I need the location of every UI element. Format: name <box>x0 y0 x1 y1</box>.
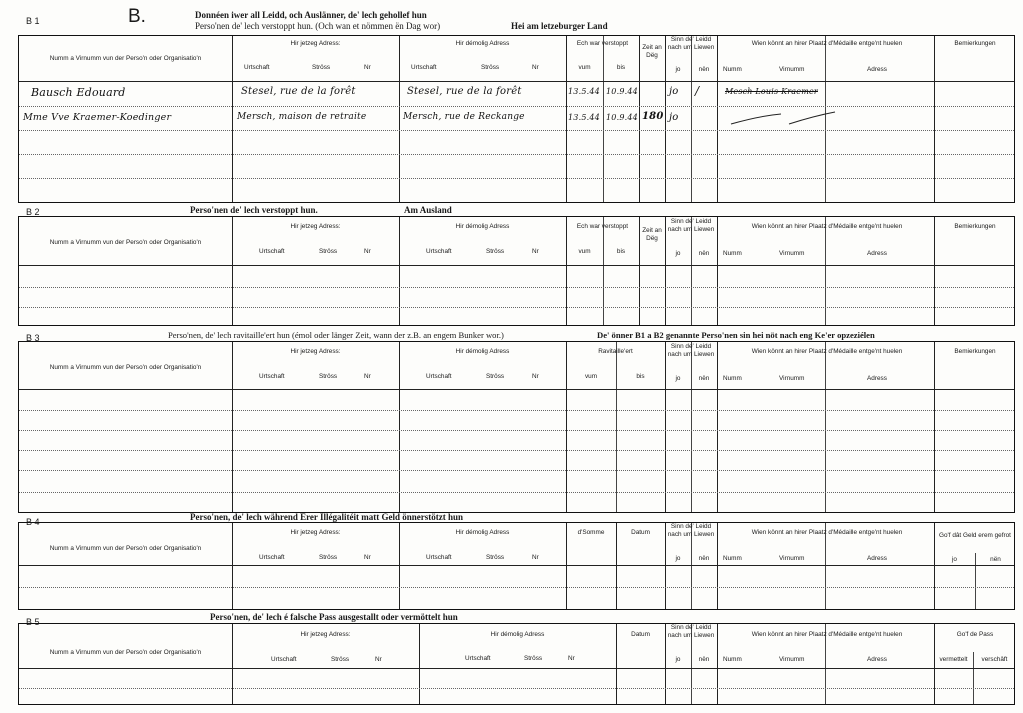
col-to: bis <box>616 248 626 255</box>
col-pass-arranged: vermettelt <box>939 656 968 663</box>
col-past-address: Hir démolig Adress <box>455 40 510 47</box>
col-from: vum <box>578 64 591 71</box>
col-date: Datum <box>631 529 650 536</box>
col-medal-name: Numm <box>723 375 742 382</box>
col-medal-address: Adress <box>867 555 887 562</box>
col-date: Datum <box>631 631 650 638</box>
row1-medal-name: Mesch Louis Kraemer <box>725 87 818 96</box>
col-remarks: Bemierkungen <box>954 40 996 47</box>
row1-name: Bausch Edouard <box>31 86 126 99</box>
row2-to: 10.9.44 <box>606 113 638 122</box>
col-locality: Urtschaft <box>259 373 285 380</box>
col-nr-2: Nr <box>532 373 539 380</box>
col-medal-name: Numm <box>723 250 742 257</box>
col-medal-name: Numm <box>723 656 742 663</box>
col-locality-2: Urtschaft <box>426 554 452 561</box>
col-name-header: Numm a Virnumm vun der Perso'n oder Organisatio'n <box>49 364 202 371</box>
col-medal: Wien könnt an hirer Plaatz d'Médaille entge'nt huelen <box>751 631 903 638</box>
col-nr-2: Nr <box>532 248 539 255</box>
section-b2-title-tail: Am Ausland <box>404 205 452 215</box>
col-name-header: Numm a Virnumm vun der Perso'n oder Organisatio'n <box>49 55 202 62</box>
section-id-b2: B 2 <box>26 207 40 217</box>
row2-from: 13.5.44 <box>568 113 600 122</box>
col-nr: Nr <box>364 554 371 561</box>
section-id-b5: B 5 <box>26 617 40 627</box>
col-medal-first: Virnumm <box>779 656 805 663</box>
row2-yes: jo <box>669 112 679 123</box>
col-medal-address: Adress <box>867 375 887 382</box>
col-name-header: Numm a Virnumm vun der Perso'n oder Organisatio'n <box>49 545 202 552</box>
col-name-header: Numm a Virnumm vun der Perso'n oder Organisatio'n <box>49 239 202 246</box>
col-no: nën <box>698 375 710 382</box>
col-name-header: Numm a Virnumm vun der Perso'n oder Organisatio'n <box>49 649 202 656</box>
col-street-2: Ströss <box>486 373 505 380</box>
col-locality-2: Urtschaft <box>426 373 452 380</box>
col-nr: Nr <box>364 248 371 255</box>
header-line-2: Perso'nen de' lech verstoppt hun. (Och wan et nömmen ën Dag wor) <box>195 21 441 31</box>
row2-past-address: Mersch, rue de Reckange <box>403 112 525 122</box>
col-past-address: Hir démolig Adress <box>490 631 545 638</box>
col-from: vum <box>578 248 591 255</box>
col-to: bis <box>636 373 645 380</box>
col-street: Ströss <box>331 656 350 663</box>
col-nr: Nr <box>375 656 382 663</box>
col-medal-first: Virnumm <box>779 66 805 73</box>
col-time: Zeit an Dëg <box>642 44 662 59</box>
col-suffered: Sinn de' Leidd nach um Liewen <box>667 36 715 51</box>
col-to: bis <box>616 64 626 71</box>
col-medal-address: Adress <box>867 656 887 663</box>
col-no: nën <box>698 250 710 257</box>
header-line-2-tail: Hei am letzeburger Land <box>511 21 608 31</box>
col-pass-question: Go'f de Pass <box>956 631 994 638</box>
col-money-yes: jo <box>952 556 957 563</box>
section-b2-title: Perso'nen de' lech verstoppt hun. <box>190 205 318 215</box>
row2-name: Mme Vve Kraemer-Koedinger <box>23 112 172 123</box>
row1-yes: jo <box>669 86 679 97</box>
row1-to: 10.9.44 <box>606 87 638 96</box>
col-medal-first: Virnumm <box>779 375 805 382</box>
col-locality-2: Urtschaft <box>426 248 452 255</box>
col-current-address: Hir jetzeg Adress: <box>290 40 341 47</box>
section-letter: B. <box>128 6 146 27</box>
col-nr-2: Nr <box>532 554 539 561</box>
col-no: nën <box>698 555 710 562</box>
col-suffered: Sinn de' Leidd nach um Liewen <box>667 343 715 358</box>
col-money-no: nën <box>990 556 1001 563</box>
row2-current-address: Mersch, maison de retraite <box>237 112 367 122</box>
header-line-1: Donnéen iwer all Leidd, och Auslänner, de' lech gehollef hun <box>195 10 427 20</box>
col-medal-address: Adress <box>867 66 887 73</box>
col-street: Ströss <box>319 373 338 380</box>
col-sum: d'Somme <box>577 529 605 536</box>
col-medal-address: Adress <box>867 250 887 257</box>
col-current-address: Hir jetzeg Adress: <box>290 348 341 355</box>
row1-past-address: Stesel, rue de la forêt <box>407 86 522 97</box>
col-yes: jo <box>675 375 681 382</box>
row1-no-slash: / <box>695 84 700 98</box>
col-medal: Wien könnt an hirer Plaatz d'Médaille entge'nt huelen <box>751 348 903 355</box>
section-b4-title: Perso'nen, de' lech während Erer Illégalitéit matt Geld önnerstötzt hun <box>190 512 463 522</box>
col-suffered: Sinn de' Leidd nach um Liewen <box>667 624 715 639</box>
row1-from: 13.5.44 <box>568 87 600 96</box>
table-b5 <box>18 623 1015 705</box>
col-yes: jo <box>675 66 681 73</box>
col-yes: jo <box>675 555 681 562</box>
section-b5-title: Perso'nen, de' lech é falsche Pass ausgestallt oder vermöttelt hun <box>210 612 458 622</box>
col-medal-name: Numm <box>723 555 742 562</box>
col-street: Ströss <box>312 64 331 71</box>
col-hidden: Ech war verstoppt <box>576 223 629 230</box>
col-time: Zeit an Dëg <box>642 227 662 242</box>
col-money-returned: Go'f dât Geld erem gefrot <box>939 532 1011 539</box>
col-medal: Wien könnt an hirer Plaatz d'Médaille entge'nt huelen <box>751 223 903 230</box>
col-medal: Wien könnt an hirer Plaatz d'Médaille entge'nt huelen <box>751 40 903 47</box>
section-b3-title-tail: De' önner B1 a B2 genannte Perso'nen sin hei nöt nach eng Ke'er opzeziélen <box>597 330 875 340</box>
col-street: Ströss <box>319 248 338 255</box>
col-street-2: Ströss <box>481 64 500 71</box>
col-street-2: Ströss <box>486 554 505 561</box>
col-nr-2: Nr <box>532 64 539 71</box>
table-b3 <box>18 341 1015 513</box>
col-medal: Wien könnt an hirer Plaatz d'Médaille entge'nt huelen <box>751 529 903 536</box>
row2-days: 180 <box>642 111 664 122</box>
col-current-address: Hir jetzeg Adress: <box>290 529 341 536</box>
col-no: nën <box>698 656 710 663</box>
col-suffered: Sinn de' Leidd nach um Liewen <box>667 523 715 538</box>
col-medal-name: Numm <box>723 66 742 73</box>
col-current-address: Hir jetzeg Adress: <box>300 631 351 638</box>
col-medal-first: Virnumm <box>779 555 805 562</box>
col-suffered: Sinn de' Leidd nach um Liewen <box>667 218 715 233</box>
col-remarks: Bemierkungen <box>954 348 996 355</box>
col-current-address: Hir jetzeg Adress: <box>290 223 341 230</box>
col-street: Ströss <box>319 554 338 561</box>
col-locality: Urtschaft <box>259 248 285 255</box>
section-b3-title: Perso'nen, de' lech ravitaille'ert hun (émol oder länger Zeit, wann der z.B. an engem Bunker wor.) <box>168 330 504 340</box>
col-locality-2: Urtschaft <box>411 64 437 71</box>
col-past-address: Hir démolig Adress <box>455 223 510 230</box>
col-street-2: Ströss <box>524 655 543 662</box>
col-past-address: Hir démolig Adress <box>455 529 510 536</box>
col-nr-2: Nr <box>568 655 575 662</box>
row1-current-address: Stesel, rue de la forêt <box>241 86 356 97</box>
col-locality: Urtschaft <box>271 656 297 663</box>
col-hidden: Ech war verstoppt <box>576 40 629 47</box>
col-locality: Urtschaft <box>259 554 285 561</box>
col-yes: jo <box>675 250 681 257</box>
col-pass-procured: verschâft <box>981 656 1008 663</box>
col-street-2: Ströss <box>486 248 505 255</box>
col-nr: Nr <box>364 373 371 380</box>
row2-medal-strokes <box>729 110 839 128</box>
col-past-address: Hir démolig Adress <box>455 348 510 355</box>
table-b4 <box>18 522 1015 610</box>
col-locality: Urtschaft <box>244 64 270 71</box>
col-supplied: Ravitaille'ert <box>598 348 633 355</box>
section-id-b1: B 1 <box>26 16 40 26</box>
section-id-b4: B 4 <box>26 517 40 527</box>
col-no: nën <box>698 66 710 73</box>
col-from: vum <box>584 373 598 380</box>
col-locality-2: Urtschaft <box>465 655 491 662</box>
col-nr: Nr <box>364 64 371 71</box>
col-yes: jo <box>675 656 681 663</box>
col-medal-first: Virnumm <box>779 250 805 257</box>
section-id-b3: B 3 <box>26 333 40 343</box>
table-b1 <box>18 35 1015 203</box>
table-b2 <box>18 216 1015 326</box>
col-remarks: Bemierkungen <box>954 223 996 230</box>
